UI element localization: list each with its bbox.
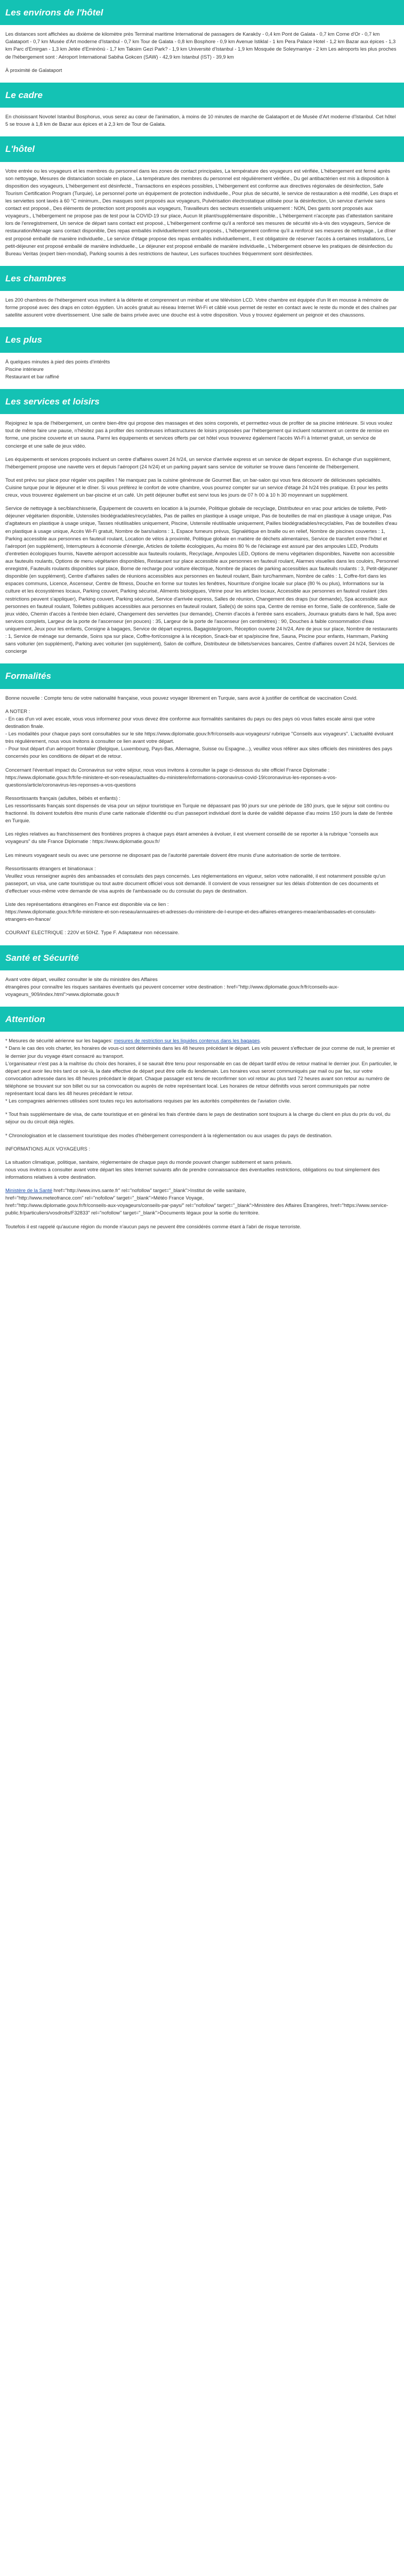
section-body (0, 162, 404, 266)
inline-text: * Mesures de sécurité aérienne sur les bagages: (5, 1038, 114, 1044)
section-paragraph: * Tout frais supplémentaire de visa, de carte touristique et en général les frais d'entrée dans le pays de destination sont toujours à la charge du client en plus du prix du vol, du séjour ou du circuit déjà réglés. (5, 1111, 391, 1125)
section-paragraph: Les 200 chambres de l'hébergement vous invitent à la détente et comprennent un minibar et une télévision LCD. Votre chambre est équipée d'un lit en mousse à mémoire de forme proposé avec des draps en coton égyptien. Un accès gratuit au réseau Internet Wi-Fi et câblé vous permet de rester en contact avec le reste du monde et des chaînes par satellite assurent votre divertissement. Une salle de bains privée avec une douche est à votre disposition. Vous y trouvez également un peignoir et des chaussons. (5, 297, 397, 318)
section-paragraph: À quelques minutes à pied des points d'intérêts Piscine intérieure Restaurant et bar raffiné (5, 358, 110, 379)
section-title: Les services et loisirs (0, 389, 404, 414)
section-paragraph: Liste des représentations étrangères en France est disponible via ce lien : https://www.diplomatie.gouv.fr/fr/le-ministere-et-son-reseau/annuaires-et-adresses-du-ministere-de-l-europe-et-des-affaires-etrangeres-meae/ambassades-et-consulats-etrangers-en-france/ (5, 901, 376, 922)
section-body (0, 291, 404, 327)
section-title: Attention (0, 1007, 404, 1032)
section-paragraph: En choisissant Novotel Istanbul Bosphorus, vous serez au cœur de l'animation, à moins de 10 minutes de marche de Galataport et de Musée d'Art moderne d'Istanbul. Cet hôtel 5 se trouve à 1,8 km de Bazar aux épices et à 2,3 km de Tour de Galata. (5, 114, 396, 127)
section-le-cadre (0, 83, 404, 136)
inline-text: . * Dans le cas des vols charter, les horaires de vous-ci sont déterminés dans les 48 heures précédant le départ. Les vols peuvent s'effectuer de jour comme de nuit, le premier et le dernier jour du voyage étant consacré au transport. L'organisateur n'est pas à la maîtrise du choix des horaires, il se saurait être tenu pour responsable en cas de départ tardif et/ou de retour matinal le dernier jour. En particulier, le départ peut avoir lieu très tard ce soir-là, la date effective de départ peut être celle du lendemain. Les horaires vous seront communiqués par mail ou par fax, sur votre convocation adressée dans les 48 heures précédant le départ. Chaque passager est tenu de reconfirmer son vol retour au plus tard 72 heures avant son retour au numéro de téléphone se trouvant sur son billet ou sur sa convocation ou auprès de notre représentant local. Les horaires de retour définitifs vous seront communiqués par notre représentant local dans les 48 heures précédant le retour. * Les compagnies aériennes utilisées sont toutes reçu les autorisations requises par les autorités compétentes de l'aviation civile. (5, 1038, 398, 1104)
section-paragraph: * Chronologisation et le classement touristique des modes d'hébergement correspondent à la réglementation ou aux usages du pays de destination. (5, 1132, 333, 1138)
section-paragraph: A NOTER : - En cas d'un vol avec escale, vous vous informerez pour vous devez être conforme aux formalités sanitaires du pays ou des pays où vous faites escale ainsi que votre destination finale. - Les modalités pour chaque pays sont consultables sur le site https://www.diplomatie.gouv.fr/fr/conseils-aux-voyageurs/ rubrique "Conseils aux voyageurs". L'actualité évoluant très régulièrement, nous vous invitons à consulter ce lien avant votre départ. - Pour tout départ d'un aéroport frontalier (Belgique, Luxembourg, Pays-Bas, Allemagne, Suisse ou Espagne...), veuillez vous référer aux sites officiels des ministères des pays concernés pour les conditions de départ et de retour. (5, 708, 393, 759)
section-attention (0, 1007, 404, 1239)
section-paragraph: La situation climatique, politique, sanitaire, réglementaire de chaque pays du monde pouvant changer subitement et sans préavis. nous vous invitons à consulter avant votre départ les sites Internet suivants afin de prendre connaissance des éventuelles restrictions, obligations ou tout simplement des informations relatives à votre destination. (5, 1159, 380, 1180)
section-title: L'hôtel (0, 136, 404, 161)
section-paragraph: Bonne nouvelle : Compte tenu de votre nationalité française, vous pouvez voyager librement en Turquie, sans avoir à justifier de certificat de vaccination Covid. (5, 694, 358, 701)
section-paragraph (5, 1187, 399, 1217)
section-paragraph (5, 1037, 399, 1105)
section-title: Les environs de l'hôtel (0, 0, 404, 25)
section-sante-et-securite (0, 945, 404, 1007)
section-les-services-et-loisirs (0, 389, 404, 663)
section-body (0, 414, 404, 663)
section-paragraph: Toutefois il est rappelé qu'aucune région du monde n'aucun pays ne peuvent être considérés comme étant à l'abri de risque terroriste. (5, 1223, 302, 1229)
section-paragraph: Rejoignez le spa de l'hébergement, un centre bien-être qui propose des massages et des soins corporels, et permettez-vous de profiter de sa piscine intérieure. Si vous voulez tout de même faire une pause, n'hésitez pas à profiter des nombreuses infrastructures de loisirs proposées par l'hébergement qui incluent notamment un centre de remise en forme, une piscine couverte et un sauna. Parmi les équipements et services offerts par cet hôtel vous trouverez également l'accès Wi-Fi à Internet gratuit, un service de concierge et une salle de jeux vidéo. (5, 420, 393, 449)
section-title: Le cadre (0, 83, 404, 108)
section-paragraph: Ressortissants étrangers et binationaux : Veuillez vous renseigner auprès des ambassades et consulats des pays concernés. Les réglementations en vigueur, selon votre nationalité, il est notamment possible qu'un passeport, un visa, une carte touristique ou tout autre document officiel vous soit demandé. Il convient de vous renseigner sur les délais d'obtention de ces documents et d'effectuer vous-même votre demande de visa auprès de l'ambassade ou du consulat du pays de destination. (5, 865, 386, 894)
section-body (0, 25, 404, 83)
section-title: Formalités (0, 663, 404, 688)
hotel-description-page (0, 0, 404, 1239)
section-paragraph: Avant votre départ, veuillez consulter le site du ministère des Affaires étrangères pour connaître les risques sanitaires éventuels qui peuvent concerner votre destination : href="http://www.diplomatie.gouv.fr/fr/conseils-aux-voyageurs_909/index.html">www.diplomatie.gouv.fr (5, 976, 339, 997)
section-paragraph: Les règles relatives au franchissement des frontières propres à chaque pays étant amenées à évoluer, il est vivement conseillé de se reporter à la rubrique "conseils aux voyageurs" du site France Diplomatie : https://www.diplomatie.gouv.fr/ (5, 831, 378, 845)
section-paragraph: Votre entrée ou les voyageurs et les membres du personnel dans les zones de contact principales, La température des voyageurs est vérifiée, L'hébergement est fermé après son nettoyage, Mesures de distanciation sociale en place., La température des membres du personnel est régulièrement vérifiée., Du gel antibactérien est mis à disposition à disposition des voyageurs, L'hébergement est désinfecté., Transactions en espèces possibles, L'hébergement est conforme aux directives régionales de désinfection, Safe Tourism Certification Program (Turquie), Le personnel porte un équipement de protection individuelle., Pour plus de sécurité, le service de restauration a été modifié, Les draps et les serviettes sont lavés à 60 °C minimum., Des masques sont proposés aux voyageurs, Pulvérisation électrostatique utilisée pour la désinfection, Un service d'arrivée sans contact est proposé., Des éléments de protection sont proposés aux voyageurs, Travailleurs des secteurs essentiels uniquement : NON, Des gants sont proposés aux voyageurs., L'hébergement ne propose pas de test pour la COVID-19 sur place, Aucun lit pliant/supplémentaire disponible., L'hébergement n'accepte pas d'attestation sanitaire lors de l'enregistrement, Un service de départ sans contact est proposé., L'hébergement confirme qu'il a renforcé ses mesures de sécurité vis-à-vis des voyageurs, Service de restauration/Ménage sans contact disponible, Des repas emballés individuellement sont proposés., L'hébergement confirme qu'il a renforcé ses mesures de nettoyage., Le dîner est proposé emballé de manière individuelle., Le service d'étage propose des repas emballés individuellement., Il est obligatoire de réserver l'accès à certaines installations, Le petit-déjeuner est proposé emballé de manière individuelle., Le déjeuner est proposé emballé de manière individuelle., L'hébergement observe les pratiques de désinfection du Bureau Veritas (expert bien-mondial), Parking soumis à des restrictions de hauteur, Les surfaces touchées fréquemment sont désinfectées. (5, 167, 398, 256)
section-les-chambres (0, 266, 404, 328)
inline-link[interactable]: Ministère de la Santé (5, 1187, 53, 1194)
section-title: Les chambres (0, 266, 404, 291)
section-paragraph: Les distances sont affichées au dixième de kilomètre près Terminal maritime International de passagers de Karaköy - 0,4 km Pont de Galata - 0,7 km Corne d'Or - 0,7 km Galataport - 0,7 km Musée d'Art moderne d'Istanbul - 0,7 km Tour de Galata - 0,8 km Bosphore - 0,9 km Avenue Istiklal - 1 km Pera Palace Hotel - 1,2 km Bazar aux épices - 1,3 km Parc d'Emirgan - 1,3 km Jetée d'Eminönü - 1,7 km Taksim Gezi Park? - 1,9 km Université d'Istanbul - 1,9 km Mosquée de Soleymaniye - 2 km Les aéroports les plus proches de l'hébergement sont : Aéroport International Sabiha Gokcen (SAW) - 42,9 km Istanbul (IST) - 39,9 km (5, 31, 397, 60)
section-title: Les plus (0, 327, 404, 352)
section-les-environs-de-l-hotel (0, 0, 404, 83)
inline-link[interactable]: mesures de restriction sur les liquides contenus dans les bagages (114, 1038, 260, 1044)
inline-text: href="http://www.invs.sante.fr" rel="nofollow" target="_blank">Institut de veille sanitaire, href="http://www.meteofrance.com" rel="nofollow" target="_blank">Météo France Voyage, href="http://www.diplomatie.gouv.fr/fr/conseils-aux-voyageurs/conseils-par-pays/" rel="nofollow" target="_blank">Ministère des Affaires Étrangères, href="https://www.service-public.fr/particuliers/vosdroits/F32833" rel="nofollow" target="_blank">Documents légaux pour la sortie du territoire. (5, 1187, 389, 1216)
section-body (0, 353, 404, 389)
section-l-hotel (0, 136, 404, 266)
section-formalites (0, 663, 404, 945)
section-paragraph: Service de nettoyage à sec/blanchisserie, Équipement de couverts en location à la journée, Politique globale de recyclage, Distributeur en vrac pour articles de toilette, Petit-déjeuner végétarien disponible, Ustensiles biodégradables/recyclables, Pas de pailles en plastique à usage unique, Pas de bouteilles de mal en plastique à usage unique, Pas d'agitateurs en plastique à usage unique, Tasses réutilisables uniquement, Piscine, Ustensile réutilisable uniquement, Pailles biodégradables/recyclables, Pas de bouteilles d'eau en plastique à usage unique, Accès Wi-Fi gratuit, Nombre de bars/salons : 1, Espace fumeurs prévus, Signalétique en braille ou en relief, Nombre de piscines couvertes : 1, Parking accessible aux personnes en fauteuil roulant, Location de vélos à proximité, Politique globale en matière de déchets alimentaires, Service de transfert entre l'hôtel et l'aéroport (en supplément), Interrupteurs à économie d'énergie, Articles de toilette écologiques, Au moins 80 % de l'éclairage est assuré par des ampoules LED, Produits d'entretien écologiques fournis, Navette aéroport accessible aux fauteuils roulants, Recyclage, Ampoules LED, Options de menu végétarien disponibles, Navette non accessible aux fauteuils roulants, Options de menu végétarien disponibles, Restaurant sur place accessible aux personnes en fauteuil roulant, Alarmes visuelles dans les couloirs, Personnel enregistré, Fauteuils roulants disponibles sur place, Borne de recharge pour voiture électrique, Nombre de places de parking accessibles aux fauteuils roulants : 3, Petit-déjeuner disponible (en supplément), Centre d'affaires salles de réunions accessibles aux personnes en fauteuil roulant, Bain turc/hammam, Nombre de cafés : 1, Coffre-fort dans les espaces communs, Licence, Ascenseur, Centre de fitness, Douche en forme sur toutes les fenêtres, Nourriture d'origine locale sur place (80 % ou plus), Informations sur la culture et les écosystèmes locaux, Parking couvert, Parking sécurisé, Aliments biologiques, Vitrine pour les articles locaux, Accessible aux personnes en fauteuil roulant (des restrictions peuvent s'appliquer), Parking couvert, Parking sécurisé, Service d'arrivée express, Salles de réunion, Changement des draps (sur demande), Spa accessible aux personnes en fauteuil roulant, Toilettes publiques accessibles aux personnes en fauteuil roulant, Salle(s) de soins spa, Centre de remise en forme, Salle de conférence, Salle de jeux vidéo, Chemin d'accès à l'entrée bien éclairé, Changement des serviettes (sur demande), Chemin d'accès à l'entrée sans escaliers, Journaux gratuits dans le hall, Spa avec services complets, Largeur de la porte de l'ascenseur (en pouces) : 35, Largeur de la porte de l'ascenseur (en centimètres) : 90, Douches à faible consommation d'eau uniquement, Jeux pour les enfants, Consigne à bagages, Service de départ express, Bagagiste/groom, Réception ouverte 24 h/24, Aire de jeux sur place, Nombre de restaurants : 1, Service de ménage sur demande, Soins spa sur place, Coffre-fort/consigne à la réception, Snack-bar et spa/piscine fine, Sauna, Piscine pour enfants, Hammam, Parking sans voiturier (en supplément), Parking avec voiturier (en supplément), Salon de coiffure, Distributeur de billets/services bancaires, Centre d'affaires ouvert 24 h/24, Services de concierge (5, 505, 399, 654)
section-body (0, 689, 404, 945)
section-les-plus (0, 327, 404, 389)
section-paragraph: Ressortissants français (adultes, bébés et enfants) : Les ressortissants français sont dispensés de visa pour un séjour touristique en Turquie ne dépassant pas 90 jours sur une période de 180 jours, que le séjour soit continu ou fractionné. Ils doivent toutefois être munis d'une carte nationale d'identité ou d'un passeport individuel dont la durée de validité dépasse d'au moins 150 jours la date de l'entrée en Turquie. (5, 795, 393, 824)
section-paragraph: Les équipements et services proposés incluent un centre d'affaires ouvert 24 h/24, un service d'arrivée express et un service de départ express. En échange d'un supplément, l'hébergement propose une navette vers et depuis l'aéroport (24 h/24) et un parking payant sans service de voiturier se trouve dans l'enceinte de l'hébergement. (5, 456, 391, 469)
section-body (0, 1032, 404, 1238)
section-body (0, 970, 404, 1007)
section-paragraph: Concernant l'éventuel impact du Coronavirus sur votre séjour, nous vous invitons à consulter la page ci-dessous du site officiel France Diplomatie : https://www.diplomatie.gouv.fr/fr/le-ministere-et-son-reseau/actualites-du-ministere/informations-coronavirus-covid-19/coronavirus-les-reponses-a-vos-questions/article/coronavirus-les-reponses-a-vos-questions (5, 766, 337, 788)
section-paragraph: Les mineurs voyageant seuls ou avec une personne ne disposant pas de l'autorité parentale doivent être munis d'une autorisation de sortie de territoire. (5, 852, 341, 858)
section-paragraph: À proximité de Galataport (5, 67, 62, 73)
section-body (0, 108, 404, 136)
section-paragraph: INFORMATIONS AUX VOYAGEURS : (5, 1145, 91, 1152)
section-paragraph: COURANT ELECTRIQUE : 220V et 50HZ. Type F. Adaptateur non nécessaire. (5, 929, 180, 936)
section-paragraph: Tout est prévu sur place pour régaler vos papilles ! Ne manquez pas la cuisine généreuse de Gourmet Bar, un bar-salon qui vous fera découvrir de délicieuses spécialités. Cuisine turque pour le déjeuner et le dîner. Si vous préférez le confort de votre chambre, vous pourrez compter sur un service d'étage 24 h/24 très pratique. Et pour les petits creux, vous trouverez également un bar-piscine et un café. Un petit déjeuner buffet est servi tous les jours de 07 h 00 à 10 h 30 moyennant un supplément. (5, 476, 388, 498)
section-title: Santé et Sécurité (0, 945, 404, 970)
